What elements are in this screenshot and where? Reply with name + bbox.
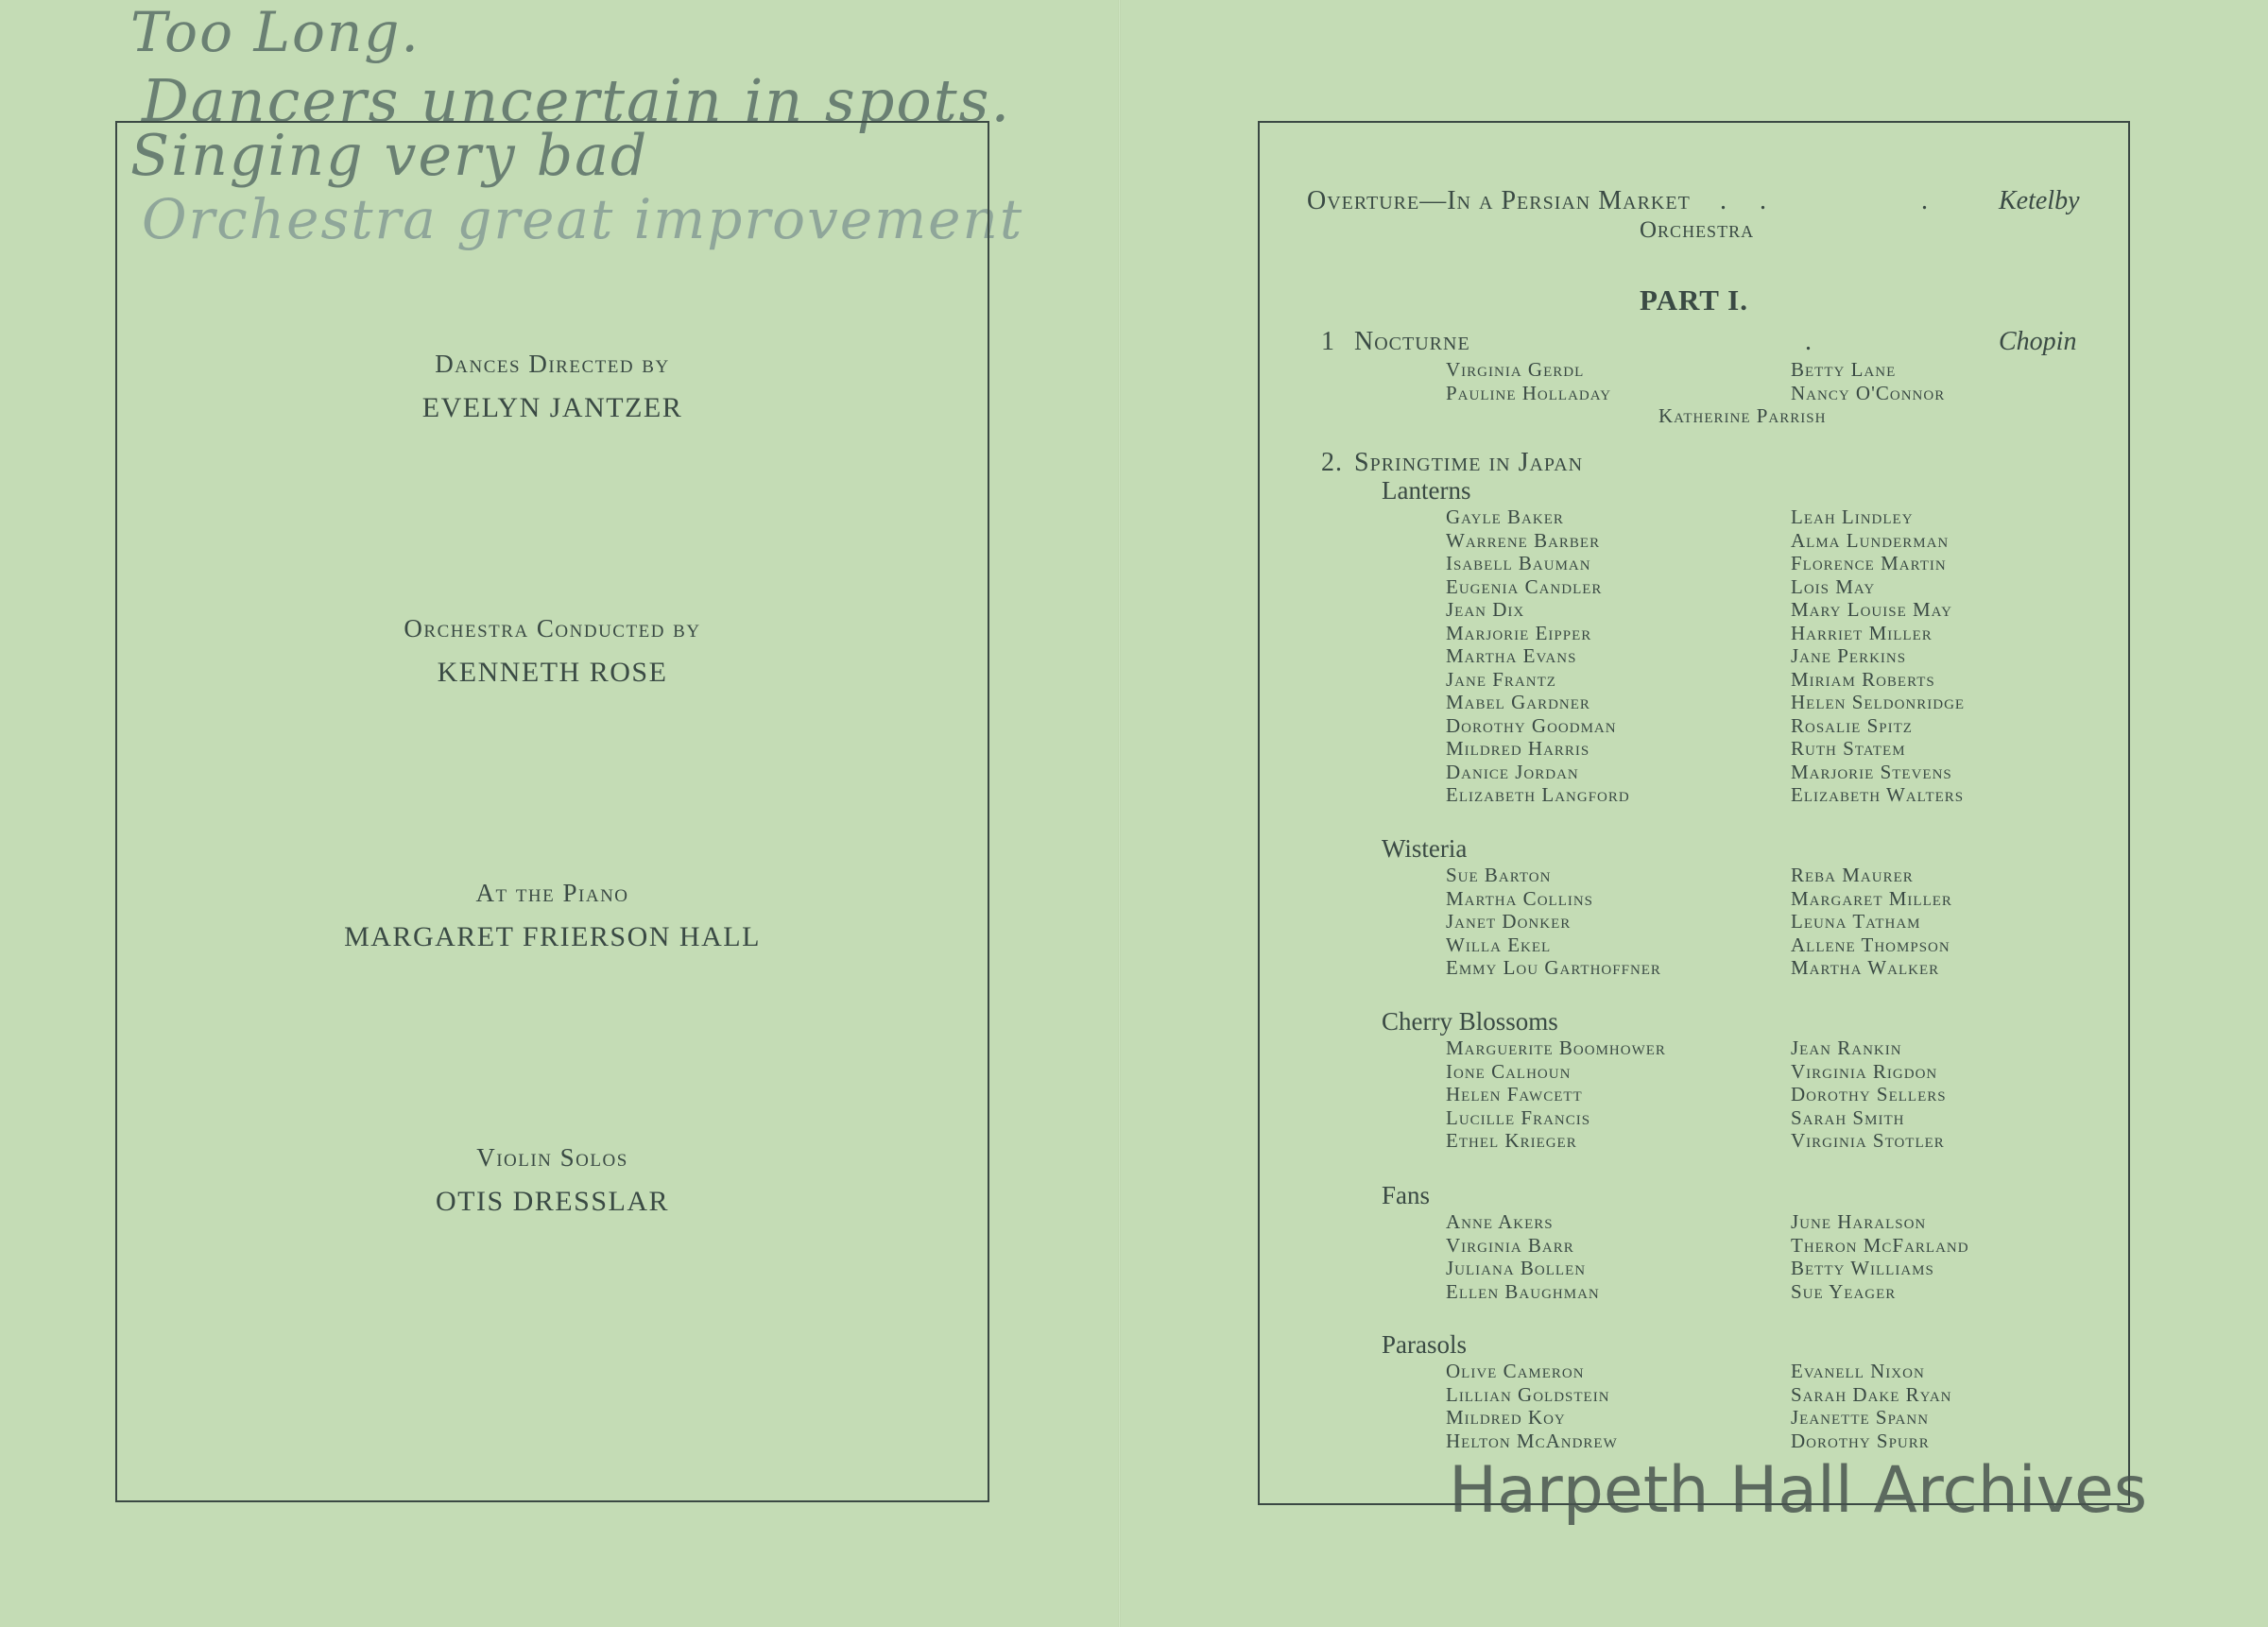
performer-name: Martha Collins bbox=[1446, 886, 1594, 910]
item-number: 2. bbox=[1321, 448, 1343, 477]
credit-name: MARGARET FRIERSON HALL bbox=[344, 921, 761, 952]
performer-name: Marjorie Eipper bbox=[1446, 621, 1592, 644]
performer-name: Mildred Koy bbox=[1446, 1406, 1566, 1429]
performer-name: Leah Lindley bbox=[1791, 505, 1914, 528]
performer-name: Sarah Dake Ryan bbox=[1791, 1382, 1952, 1406]
performer-name: Jean Dix bbox=[1446, 598, 1525, 621]
performer-name: Olive Cameron bbox=[1446, 1360, 1585, 1382]
performer-name: Martha Walker bbox=[1791, 956, 1940, 979]
overture-composer: Ketelby bbox=[1999, 186, 2080, 215]
page-fold bbox=[1118, 0, 1121, 1627]
names-left bbox=[1446, 358, 1611, 404]
performer-name: Isabell Bauman bbox=[1446, 552, 1591, 574]
credit-violin bbox=[115, 1143, 989, 1218]
credit-dances bbox=[115, 350, 989, 424]
performer-name: Helton McAndrew bbox=[1446, 1429, 1618, 1452]
lanterns-left bbox=[1446, 505, 1630, 807]
credit-orchestra bbox=[115, 614, 989, 689]
performer-name: Ione Calhoun bbox=[1446, 1059, 1572, 1083]
credit-role: Orchestra Conducted by bbox=[404, 614, 701, 642]
cherry-blossoms-left bbox=[1446, 1036, 1666, 1153]
performer-name: Dorothy Sellers bbox=[1791, 1083, 1947, 1105]
performer-name: Virginia Stotler bbox=[1791, 1129, 1945, 1152]
performer-name: Rosalie Spitz bbox=[1791, 713, 1913, 737]
performer-name: Marjorie Stevens bbox=[1791, 760, 1952, 783]
performer-name: June Haralson bbox=[1791, 1210, 1927, 1233]
handwritten-note: Dancers uncertain in spots. bbox=[142, 66, 1012, 135]
parasols-right bbox=[1791, 1360, 1952, 1452]
performer-name: Sue Barton bbox=[1446, 864, 1552, 886]
performer-name: Emmy Lou Garthoffner bbox=[1446, 956, 1661, 979]
credit-name: OTIS DRESSLAR bbox=[435, 1186, 670, 1217]
performer-name: Dorothy Goodman bbox=[1446, 713, 1617, 737]
performer-name: Martha Evans bbox=[1446, 644, 1577, 667]
performer-name: Elizabeth Langford bbox=[1446, 783, 1630, 806]
wisteria-right bbox=[1791, 864, 1952, 980]
performer-name: Florence Martin bbox=[1791, 552, 1947, 574]
performer-name: Eugenia Candler bbox=[1446, 574, 1603, 598]
performer-name: Elizabeth Walters bbox=[1791, 783, 1965, 806]
performer-name: Ethel Krieger bbox=[1446, 1129, 1577, 1152]
overture-performer: Orchestra bbox=[1640, 217, 1755, 243]
left-panel-border bbox=[115, 121, 989, 1502]
credit-role: Violin Solos bbox=[476, 1143, 628, 1172]
performer-name: Janet Donker bbox=[1446, 910, 1572, 933]
item-composer: Chopin bbox=[1999, 327, 2077, 356]
performer-name: Lois May bbox=[1791, 574, 1876, 598]
group-label-fans: Fans bbox=[1382, 1181, 1431, 1209]
credit-name: EVELYN JANTZER bbox=[421, 392, 683, 423]
performer-name: Leuna Tatham bbox=[1791, 910, 1921, 933]
overture-title: Overture—In a Persian Market bbox=[1307, 186, 1691, 215]
leader-dot: . bbox=[1805, 327, 1812, 356]
performer-name: Betty Williams bbox=[1791, 1257, 1934, 1279]
fans-left bbox=[1446, 1210, 1600, 1303]
performer-name: Warrene Barber bbox=[1446, 528, 1601, 552]
group-label-wisteria: Wisteria bbox=[1382, 834, 1468, 863]
leader-dot: . bbox=[1921, 186, 1928, 215]
performer-name: Jane Perkins bbox=[1791, 644, 1907, 667]
performer-name: Evanell Nixon bbox=[1791, 1360, 1925, 1382]
performer-name: Jane Frantz bbox=[1446, 667, 1556, 691]
performer-name: Virginia Barr bbox=[1446, 1233, 1574, 1257]
performer-name: Harriet Miller bbox=[1791, 621, 1933, 644]
item-title: Nocturne bbox=[1354, 327, 1470, 356]
performer-name: Lucille Francis bbox=[1446, 1105, 1591, 1129]
performer-name: Reba Maurer bbox=[1791, 864, 1914, 886]
performer-name: Sarah Smith bbox=[1791, 1105, 1905, 1129]
performer-name: Marguerite Boomhower bbox=[1446, 1036, 1666, 1059]
performer-name: Helen Fawcett bbox=[1446, 1083, 1583, 1105]
group-label-cherry-blossoms: Cherry Blossoms bbox=[1382, 1007, 1558, 1036]
performer-name: Virginia Gerdl bbox=[1446, 358, 1585, 381]
performer-name: Ruth Statem bbox=[1791, 737, 1906, 760]
performer-name: Anne Akers bbox=[1446, 1210, 1554, 1233]
performer-name: Mary Louise May bbox=[1791, 598, 1952, 621]
performer-name: Betty Lane bbox=[1791, 358, 1897, 381]
performer-name: Alma Lunderman bbox=[1791, 528, 1950, 552]
part-heading: PART I. bbox=[1639, 283, 1748, 317]
performer-name: Helen Seldonridge bbox=[1791, 691, 1966, 713]
credit-piano bbox=[115, 879, 989, 953]
performer-name: Willa Ekel bbox=[1446, 933, 1552, 956]
fans-right bbox=[1791, 1210, 1969, 1303]
group-label-parasols: Parasols bbox=[1382, 1330, 1467, 1359]
handwritten-note: Singing very bad bbox=[130, 123, 649, 189]
handwritten-note: Too Long. bbox=[130, 0, 421, 64]
cherry-blossoms-right bbox=[1791, 1036, 1947, 1153]
wisteria-left bbox=[1446, 864, 1661, 980]
performer-name: Nancy O'Connor bbox=[1791, 381, 1946, 404]
item-title: Springtime in Japan bbox=[1354, 448, 1584, 477]
performer-name: Mabel Gardner bbox=[1446, 691, 1590, 713]
performer-name: Miriam Roberts bbox=[1791, 667, 1935, 691]
performer-name: Dorothy Spurr bbox=[1791, 1429, 1930, 1452]
performer-name: Gayle Baker bbox=[1446, 505, 1564, 528]
performer-name: Ellen Baughman bbox=[1446, 1279, 1600, 1303]
credit-role: At the Piano bbox=[475, 879, 629, 907]
performer-name: Mildred Harris bbox=[1446, 737, 1590, 760]
group-label-lanterns: Lanterns bbox=[1382, 476, 1471, 505]
parasols-left bbox=[1446, 1360, 1618, 1452]
handwritten-note: Orchestra great improvement bbox=[142, 187, 1024, 251]
performer-name: Virginia Rigdon bbox=[1791, 1059, 1938, 1083]
performer-name: Allene Thompson bbox=[1791, 933, 1950, 956]
performer-name: Juliana Bollen bbox=[1446, 1257, 1587, 1279]
performer-name-center: Katherine Parrish bbox=[1658, 404, 1827, 427]
leader-dots: . . bbox=[1720, 186, 1779, 215]
performer-name: Theron McFarland bbox=[1791, 1233, 1969, 1257]
performer-name: Jean Rankin bbox=[1791, 1036, 1902, 1059]
lanterns-right bbox=[1791, 505, 1965, 807]
credit-name: KENNETH ROSE bbox=[437, 657, 668, 688]
archive-watermark: Harpeth Hall Archives bbox=[1449, 1453, 2148, 1528]
names-right bbox=[1791, 358, 1945, 404]
credit-role: Dances Directed by bbox=[435, 350, 670, 378]
performer-name: Danice Jordan bbox=[1446, 760, 1579, 783]
performer-name: Pauline Holladay bbox=[1446, 381, 1612, 404]
performer-name: Sue Yeager bbox=[1791, 1279, 1897, 1303]
item-number: 1 bbox=[1321, 327, 1335, 356]
performer-name: Lillian Goldstein bbox=[1446, 1382, 1610, 1406]
performer-name: Margaret Miller bbox=[1791, 886, 1952, 910]
performer-name: Jeanette Spann bbox=[1791, 1406, 1930, 1429]
